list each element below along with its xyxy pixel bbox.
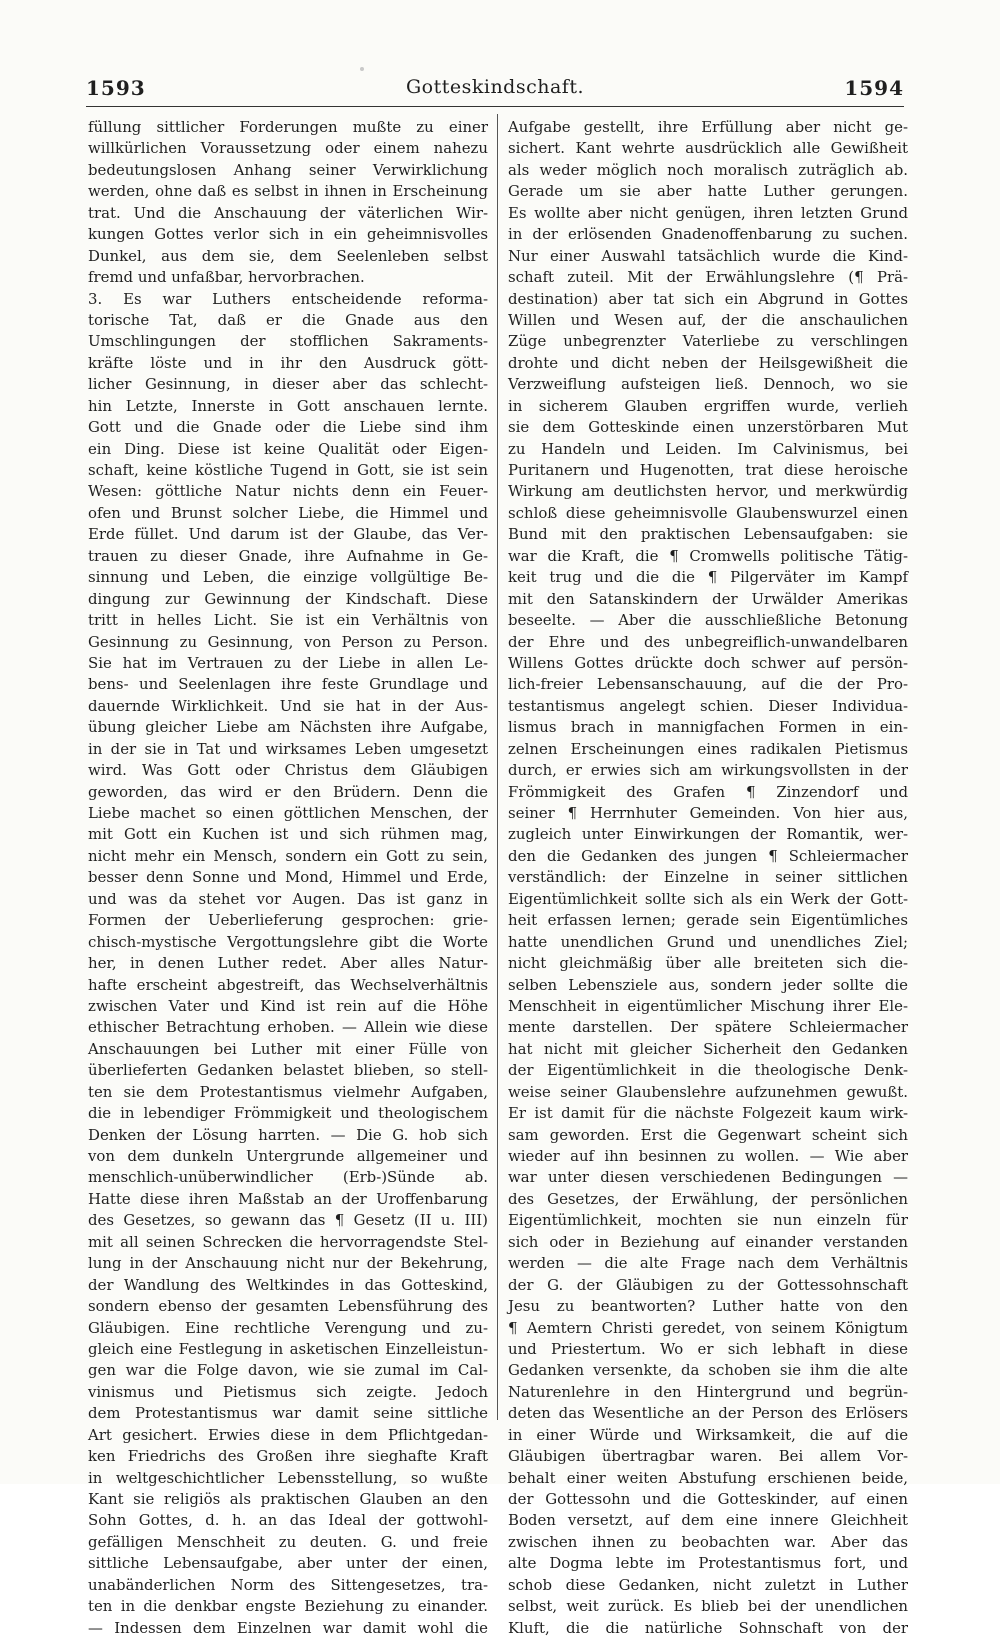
- text-line: von dem dunkeln Untergrunde allgemeiner und: [88, 1147, 488, 1165]
- text-line: durch, er erwies sich am wirkungsvollsten in der: [508, 761, 908, 780]
- text-line: Bund mit den praktischen Lebensaufgaben: sie: [508, 525, 908, 544]
- text-line: dauernde Wirklichkeit. Und sie hat in der Aus-: [88, 696, 488, 715]
- text-line: Eigentümlichkeit sollte sich als ein Werk der Gott-: [508, 889, 908, 908]
- text-line: lich-freier Lebensanschauung, auf die der Pro-: [508, 675, 908, 694]
- text-line: Liebe machet so einen göttlichen Menschen, der: [88, 804, 488, 822]
- text-line: deten das Wesentliche an der Person des Erlösers: [508, 1404, 908, 1423]
- text-line: verständlich: der Einzelne in seiner sittlichen: [508, 868, 908, 887]
- text-line: besser denn Sonne und Mond, Himmel und Erde,: [88, 868, 488, 887]
- text-line: zu Handeln und Leiden. Im Calvinismus, bei: [508, 439, 908, 458]
- text-line: sinnung und Leben, die einzige vollgültige Be-: [88, 568, 488, 587]
- text-line: Er ist damit für die nächste Folgezeit kaum wirk-: [508, 1104, 908, 1123]
- text-line: Gedanken versenkte, da schoben sie ihm die alte: [508, 1361, 908, 1380]
- text-line: in einer Würde und Wirksamkeit, die auf die: [508, 1425, 908, 1444]
- text-line: bens- und Seelenlagen ihre feste Grundlage und: [88, 675, 488, 694]
- text-line: behalt einer weiten Abstufung erschienen beide,: [508, 1468, 908, 1487]
- text-line: Sie hat im Vertrauen zu der Liebe in allen Le-: [88, 653, 488, 672]
- text-line: Frömmigkeit des Grafen ¶ Zinzendorf und: [508, 782, 908, 801]
- text-line: ofen und Brunst solcher Liebe, die Himmel und: [88, 503, 488, 522]
- text-line: wird. Was Gott oder Christus dem Gläubigen: [88, 761, 488, 780]
- text-line: des Gesetzes, der Erwählung, der persönlichen: [508, 1189, 908, 1208]
- text-line: kräfte löste und in ihr den Ausdruck gött-: [88, 353, 488, 372]
- text-line: mente darstellen. Der spätere Schleiermacher: [508, 1018, 908, 1037]
- text-line: Hatte diese ihren Maßstab an der Uroffenbarung: [88, 1189, 488, 1208]
- text-line: testantismus angelegt schien. Dieser Individua-: [508, 696, 908, 715]
- text-line: Gläubigen. Eine rechtliche Verengung und zu-: [88, 1318, 488, 1337]
- text-line: dingung zur Gewinnung der Kindschaft. Diese: [88, 589, 488, 608]
- text-line: war die Kraft, die ¶ Cromwells politische Tätig-: [508, 546, 908, 565]
- text-line: hafte erscheint abgestreift, das Wechselverhältnis: [88, 975, 488, 994]
- text-line: Gott und die Gnade oder die Liebe sind ihm: [88, 418, 488, 437]
- text-line: der Ehre und des unbegreiflich-unwandelbaren: [508, 632, 908, 651]
- text-line: sie dem Gotteskinde einen unzerstörbaren Mut: [508, 418, 908, 437]
- text-line: Menschheit in eigentümlicher Mischung ihrer Ele-: [508, 996, 908, 1015]
- text-line: sam geworden. Erst die Gegenwart scheint sich: [508, 1125, 908, 1144]
- running-head: Gotteskindschaft.: [405, 76, 585, 98]
- text-line: alte Dogma lebte im Protestantismus fort, und: [508, 1554, 908, 1573]
- right-column: [508, 117, 908, 1637]
- header-rule: [86, 106, 904, 107]
- text-line: 3. Es war Luthers entscheidende reforma-: [88, 289, 488, 308]
- text-line: fremd und unfaßbar, hervorbrachen.: [88, 268, 365, 287]
- text-line: bedeutungslosen Anhang seiner Verwirklichung: [88, 160, 488, 179]
- text-line: sondern ebenso der gesamten Lebensführung des: [88, 1297, 488, 1316]
- text-line: vinismus und Pietismus sich zeigte. Jedoch: [88, 1382, 488, 1401]
- text-line: schaft, keine köstliche Tugend in Gott, sie ist sein: [88, 461, 488, 479]
- text-line: drohte und dicht neben der Heilsgewißheit die: [508, 353, 908, 372]
- text-line: — Indessen dem Einzelnen war damit wohl die: [88, 1618, 488, 1637]
- text-line: der Wandlung des Weltkindes in das Gotteskind,: [88, 1275, 488, 1294]
- text-line: werden — die alte Frage nach dem Verhältnis: [508, 1254, 908, 1273]
- text-line: hatte unendlichen Grund und unendliches Ziel;: [508, 932, 908, 951]
- text-line: mit den Satanskindern der Urwälder Amerikas: [508, 589, 908, 608]
- text-line: Art gesichert. Erwies diese in dem Pflichtgedan-: [88, 1425, 488, 1444]
- text-line: Gerade um sie aber hatte Luther gerungen.: [508, 182, 908, 201]
- text-line: unabänderlichen Norm des Sittengesetzes, tra-: [88, 1575, 488, 1594]
- text-line: destination) aber tat sich ein Abgrund in Gottes: [508, 289, 908, 308]
- text-line: gleich eine Festlegung in asketischen Einzelleistun-: [88, 1339, 488, 1358]
- right-page-number: 1594: [844, 76, 904, 100]
- text-line: willkürlichen Voraussetzung oder einem nahezu: [88, 139, 488, 158]
- text-line: der G. der Gläubigen zu der Gottessohnschaft: [508, 1275, 908, 1294]
- text-line: weise seiner Glaubenslehre aufzunehmen gewußt.: [508, 1082, 908, 1101]
- text-line: geworden, das wird er den Brüdern. Denn die: [88, 782, 488, 801]
- text-line: schloß diese geheimnisvolle Glaubenswurzel einen: [508, 503, 908, 522]
- text-line: sittliche Lebensaufgabe, aber unter der einen,: [88, 1554, 488, 1573]
- paper-speck: [360, 67, 364, 71]
- text-line: Puritanern und Hugenotten, trat diese heroische: [508, 461, 908, 479]
- column-divider: [497, 114, 498, 1420]
- text-line: werden, ohne daß es selbst in ihnen in Erscheinung: [88, 182, 488, 201]
- text-line: als weder möglich noch moralisch zuträglich ab.: [508, 160, 908, 179]
- text-line: Willen und Wesen auf, der die anschaulichen: [508, 310, 908, 329]
- text-line: des Gesetzes, so gewann das ¶ Gesetz (II u. III): [88, 1211, 488, 1230]
- text-line: seiner ¶ Herrnhuter Gemeinden. Von hier aus,: [508, 804, 908, 822]
- text-line: Kluft, die die natürliche Sohnschaft von der: [508, 1618, 908, 1637]
- text-line: der Eigentümlichkeit in die theologische Denk-: [508, 1061, 908, 1080]
- text-line: Züge unbegrenzter Vaterliebe zu verschlingen: [508, 332, 908, 351]
- text-line: Dunkel, aus dem sie, dem Seelenleben selbst: [88, 246, 488, 265]
- text-line: Wesen: göttliche Natur nichts denn ein Feuer-: [88, 482, 488, 501]
- text-line: ein Ding. Diese ist keine Qualität oder Eigen-: [88, 439, 488, 458]
- text-line: war unter diesen verschiedenen Bedingungen —: [508, 1168, 908, 1187]
- text-line: zwischen ihnen zu beobachten war. Aber das: [508, 1532, 908, 1551]
- text-line: überlieferten Gedanken belastet blieben, so stell-: [88, 1061, 488, 1080]
- text-line: ken Friedrichs des Großen ihre sieghafte Kraft: [88, 1447, 488, 1466]
- text-line: übung gleicher Liebe am Nächsten ihre Aufgabe,: [88, 718, 488, 737]
- text-line: sichert. Kant wehrte ausdrücklich alle Gewißheit: [508, 139, 908, 158]
- text-line: wieder auf ihn besinnen zu wollen. — Wie aber: [508, 1147, 908, 1165]
- text-line: Formen der Ueberlieferung gesprochen: grie-: [88, 911, 488, 930]
- text-line: Denken der Lösung harrten. — Die G. hob sich: [88, 1125, 488, 1144]
- text-line: Es wollte aber nicht genügen, ihren letzten Grund: [508, 203, 908, 222]
- text-line: Umschlingungen der stofflichen Sakraments-: [88, 332, 488, 351]
- text-line: in sicherem Glauben ergriffen wurde, verlieh: [508, 396, 908, 415]
- text-line: ¶ Aemtern Christi geredet, von seinem Königtum: [508, 1318, 908, 1337]
- text-line: torische Tat, daß er die Gnade aus den: [88, 310, 488, 329]
- text-line: und Priestertum. Wo er sich lebhaft in diese: [508, 1339, 908, 1358]
- text-line: heit erfassen lernen; gerade sein Eigentümliches: [508, 911, 908, 930]
- text-line: Wirkung am deutlichsten hervor, und merkwürdig: [508, 482, 908, 501]
- text-line: Gesinnung zu Gesinnung, von Person zu Person.: [88, 632, 488, 651]
- text-line: zwischen Vater und Kind ist rein auf die Höhe: [88, 996, 488, 1015]
- text-line: hat nicht mit gleicher Sicherheit den Gedanken: [508, 1039, 908, 1058]
- text-line: tritt in helles Licht. Sie ist ein Verhältnis von: [88, 611, 488, 630]
- text-line: füllung sittlicher Forderungen mußte zu einer: [88, 118, 488, 136]
- text-line: mit all seinen Schrecken die hervorragendste Stel-: [88, 1232, 488, 1251]
- text-line: gefälligen Menschheit zu deuten. G. und freie: [88, 1532, 488, 1551]
- text-line: selbst, weit zurück. Es blieb bei der unendlichen: [508, 1597, 908, 1616]
- text-line: in weltgeschichtlicher Lebensstellung, so wußte: [88, 1468, 488, 1487]
- text-line: trat. Und die Anschauung der väterlichen Wir-: [88, 203, 488, 222]
- text-line: Gläubigen übertragbar waren. Bei allem Vor-: [508, 1447, 908, 1466]
- text-line: der Gottessohn und die Gotteskinder, auf einen: [508, 1490, 908, 1508]
- text-line: beseelte. — Aber die ausschließliche Betonung: [508, 611, 908, 630]
- text-line: Sohn Gottes, d. h. an das Ideal der gottwohl-: [88, 1511, 488, 1530]
- text-line: chisch-mystische Vergottungslehre gibt die Worte: [88, 932, 488, 951]
- text-line: Jesu zu beantworten? Luther hatte von den: [508, 1297, 908, 1316]
- text-line: keit trug und die die ¶ Pilgerväter im Kampf: [508, 568, 908, 587]
- text-line: dem Protestantismus war damit seine sittliche: [88, 1404, 488, 1423]
- text-line: nicht gleichmäßig über alle breiteten sich die-: [508, 954, 908, 973]
- text-line: zelnen Erscheinungen eines radikalen Pietismus: [508, 739, 908, 758]
- text-line: in der sie in Tat und wirksames Leben umgesetzt: [88, 739, 488, 758]
- text-line: Willens Gottes drückte doch schwer auf persön-: [508, 653, 908, 672]
- text-line: kungen Gottes verlor sich in ein geheimnisvolles: [88, 225, 488, 244]
- left-column: [88, 117, 488, 1637]
- text-line: schob diese Gedanken, nicht zuletzt in Luther: [508, 1575, 908, 1594]
- text-line: Naturenlehre in den Hintergrund und begrün-: [508, 1382, 908, 1401]
- text-line: hin Letzte, Innerste in Gott anschauen lernte.: [88, 396, 488, 415]
- text-line: Aufgabe gestellt, ihre Erfüllung aber nicht ge-: [508, 118, 908, 136]
- text-line: Kant sie religiös als praktischen Glauben an den: [88, 1490, 488, 1508]
- text-line: trauen zu dieser Gnade, ihre Aufnahme in Ge-: [88, 546, 488, 565]
- text-line: nicht mehr ein Mensch, sondern ein Gott zu sein,: [88, 846, 488, 865]
- text-line: gen war die Folge davon, wie sie zumal im Cal-: [88, 1361, 488, 1380]
- text-line: ten sie dem Protestantismus vielmehr Aufgaben,: [88, 1082, 488, 1101]
- text-line: sich oder in Beziehung auf einander verstanden: [508, 1232, 908, 1251]
- text-line: die in lebendiger Frömmigkeit und theologischem: [88, 1104, 488, 1123]
- text-line: und was da stehet vor Augen. Das ist ganz in: [88, 889, 488, 908]
- text-line: lung in der Anschauung nicht nur der Bekehrung,: [88, 1254, 488, 1273]
- text-line: Nur einer Auswahl tatsächlich wurde die Kind-: [508, 246, 908, 265]
- text-line: ten in die denkbar engste Beziehung zu einander.: [88, 1597, 488, 1616]
- text-line: Eigentümlichkeit, mochten sie nun einzeln für: [508, 1211, 908, 1230]
- text-line: den die Gedanken des jungen ¶ Schleiermacher: [508, 846, 908, 865]
- page-header: [86, 72, 904, 106]
- text-line: ethischer Betrachtung erhoben. — Allein wie diese: [88, 1018, 488, 1037]
- text-line: mit Gott ein Kuchen ist und sich rühmen mag,: [88, 825, 488, 844]
- text-line: lismus brach in mannigfachen Formen in ein-: [508, 718, 908, 737]
- text-line: Verzweiflung aufsteigen ließ. Dennoch, wo sie: [508, 375, 908, 394]
- text-line: licher Gesinnung, in dieser aber das schlecht-: [88, 375, 488, 394]
- text-line: selben Lebensziele aus, sondern jeder sollte die: [508, 975, 908, 994]
- text-line: her, in denen Luther redet. Aber alles Natur-: [88, 954, 488, 973]
- text-line: schaft zuteil. Mit der Erwählungslehre (¶ Prä-: [508, 268, 908, 287]
- text-line: zugleich unter Einwirkungen der Romantik, wer-: [508, 825, 908, 844]
- text-line: Boden versetzt, auf dem eine innere Gleichheit: [508, 1511, 908, 1530]
- text-line: menschlich-unüberwindlicher (Erb-)Sünde ab.: [88, 1168, 488, 1187]
- text-line: Anschauungen bei Luther mit einer Fülle von: [88, 1039, 488, 1058]
- text-line: Erde füllet. Und darum ist der Glaube, das Ver-: [88, 525, 488, 544]
- text-line: in der erlösenden Gnadenoffenbarung zu suchen.: [508, 225, 908, 244]
- left-page-number: 1593: [86, 76, 146, 100]
